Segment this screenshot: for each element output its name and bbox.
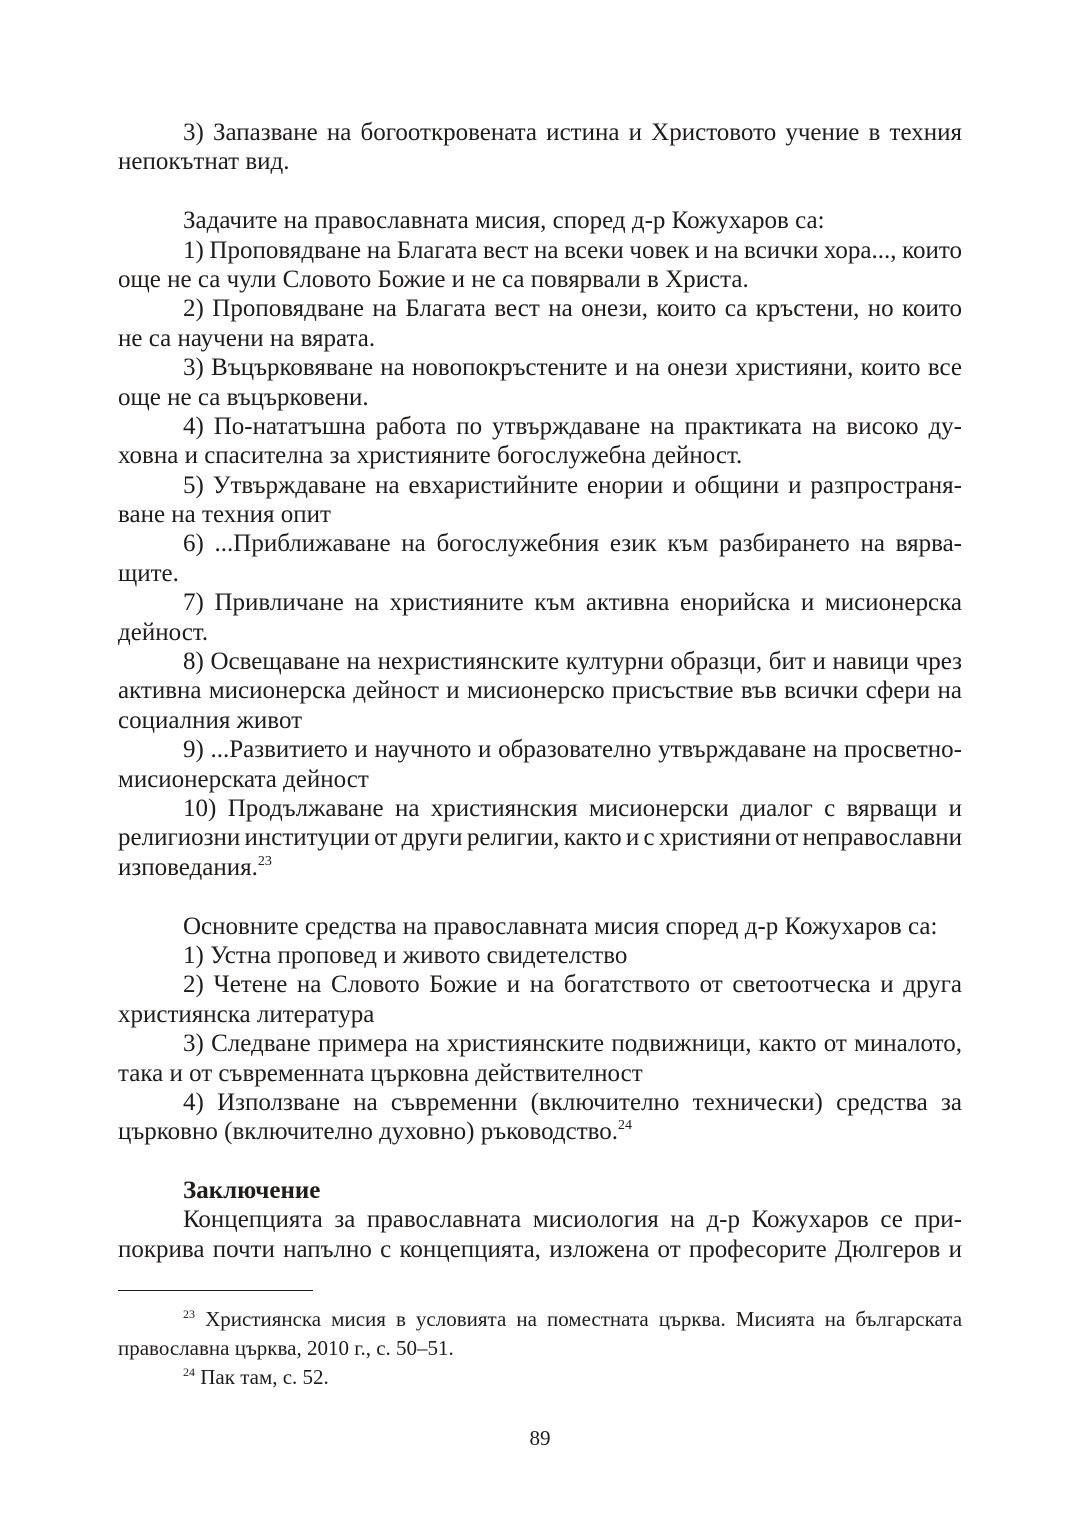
- task-item-10: [118, 794, 962, 882]
- text-line: 2) Проповядване на Благата вест на онези, които са кръстени, но които: [183, 295, 962, 323]
- text-line: не са научени на вярата.: [118, 324, 376, 352]
- footnotes: [118, 1305, 962, 1392]
- text-line: покрива почти напълно с концепцията, изложена от професорите Дюлгеров и: [118, 1235, 962, 1263]
- text-line: 2) Четене на Словото Божие и на богатството от светоотческа и друга: [183, 971, 962, 999]
- footnote-number: 23: [183, 1307, 195, 1321]
- text-line: [118, 1117, 962, 1146]
- text-line: 1) Проповядване на Благата вест на всеки човек и на всички хора..., които: [183, 236, 962, 264]
- text-line: 3) Запазване на богооткровената истина и Христовото учение в техния: [183, 119, 962, 146]
- footnote-24: [118, 1363, 962, 1392]
- task-item-8: [118, 647, 962, 735]
- text-line: [118, 853, 962, 882]
- text-line: религиозни институции от други религии, както и с християни от неправославни: [118, 824, 962, 852]
- task-item-2: [118, 294, 962, 353]
- means-item-2: [118, 970, 962, 1029]
- means-item-1: [118, 941, 962, 970]
- text-line: 9) ...Развитието и научното и образователно утвърждаване на просветно-: [183, 736, 962, 764]
- text-line: християнска литература: [118, 1000, 375, 1028]
- task-item-3: [118, 353, 962, 412]
- text-line: дейност.: [118, 618, 209, 646]
- footnote-line: [183, 1363, 962, 1392]
- main-text: [118, 118, 962, 1264]
- task-item-7: [118, 588, 962, 647]
- task-item-1: [118, 236, 962, 295]
- task-item-6: [118, 529, 962, 588]
- means-section: [118, 912, 962, 1147]
- text-line: 7) Привличане на християните към активна енорийска и мисионерска: [183, 589, 962, 617]
- text-span: изповедания.: [118, 853, 258, 881]
- footnote-number: 24: [183, 1365, 195, 1379]
- footnote-ref-24: 24: [618, 1118, 633, 1134]
- text-line: щите.: [118, 559, 179, 587]
- blank-line: [118, 177, 962, 206]
- text-line: 3) Следване примера на християнските подвижници, както от миналото,: [183, 1030, 962, 1058]
- text-line: 6) ...Приближаване на богослужебния език към разбирането на вярва-: [183, 530, 962, 558]
- text-span: църковно (включително духовно) ръководство.: [118, 1118, 619, 1146]
- footnote-text: Християнска мисия в условията на поместната църква. Мисията на българската: [205, 1307, 963, 1331]
- task-item-5: [118, 471, 962, 530]
- footnote-separator: [118, 1290, 313, 1291]
- text-line: ховна и спасителна за християните богослужебна дейност.: [118, 442, 743, 470]
- means-item-4: [118, 1088, 962, 1147]
- text-line: 8) Освещаване на нехристиянските културни образци, бит и навици чрез: [183, 648, 962, 676]
- text-line: още не са въцърковени.: [118, 383, 369, 411]
- tasks-section: [118, 206, 962, 882]
- text-line: ване на техния опит: [118, 501, 331, 529]
- task-item-9: [118, 735, 962, 794]
- text-line: 4) Използване на съвременни (включително технически) средства за: [183, 1088, 962, 1116]
- text-line: активна мисионерска дейност и мисионерско присъствие във всички сфери на: [118, 677, 962, 705]
- footnote-line: православна църква, 2010 г., с. 50–51.: [118, 1336, 454, 1360]
- text-line: 1) Устна проповед и живото свидетелство: [183, 941, 628, 969]
- text-line: така и от съвременната църковна действителност: [118, 1059, 643, 1087]
- text-line: Концепцията за православната мисиология на д-р Кожухаров се при-: [183, 1206, 962, 1234]
- means-intro: Основните средства на православната мисия според д-р Кожухаров са:: [183, 912, 938, 940]
- means-item-3: [118, 1029, 962, 1088]
- text-line: 4) По-нататъшна работа по утвърждаване на практиката на високо ду-: [183, 412, 962, 440]
- text-line: още не са чули Словото Божие и не са повярвали в Христа.: [118, 265, 749, 293]
- blank-line: [118, 882, 962, 911]
- text-line: непокътнат вид.: [118, 148, 290, 176]
- text-line: 3) Въцърковяване на новопокръстените и на онези християни, които все: [183, 354, 962, 382]
- footnote-line: [183, 1305, 962, 1334]
- text-line: 10) Продължаване на християнския мисионерски диалог с вярващи и: [183, 794, 962, 822]
- conclusion-section: [118, 1176, 962, 1264]
- continued-list-item: [118, 118, 962, 177]
- tasks-intro: Задачите на православната мисия, според д-р Кожухаров са:: [183, 207, 825, 235]
- text-line: социалния живот: [118, 706, 303, 734]
- page-number: 89: [529, 1426, 551, 1450]
- footnote-23: [118, 1305, 962, 1363]
- footnote-ref-23: 23: [257, 853, 272, 869]
- footnote-text: Пак там, с. 52.: [200, 1365, 329, 1389]
- text-line: 5) Утвърждаване на евхаристийните енории и общини и разпространя-: [183, 471, 962, 499]
- text-line: мисионерската дейност: [118, 765, 369, 793]
- blank-line: [118, 1147, 962, 1176]
- section-heading: Заключение: [183, 1177, 321, 1205]
- task-item-4: [118, 412, 962, 471]
